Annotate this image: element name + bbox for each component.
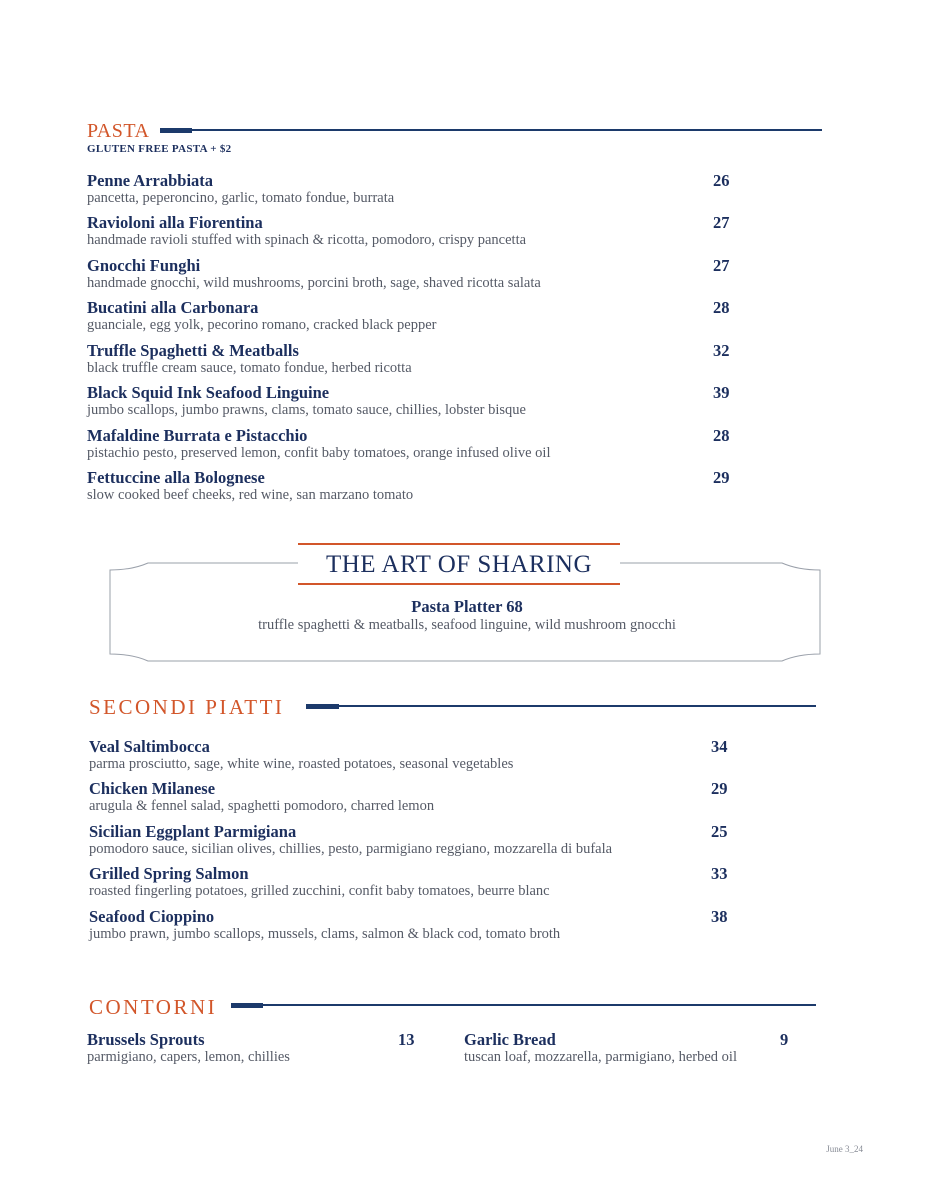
item-name: Ravioloni alla Fiorentina: [87, 213, 263, 232]
contorni-section-title: CONTORNI: [89, 995, 218, 1019]
item-description: arugula & fennel salad, spaghetti pomodoro, charred lemon: [89, 798, 435, 814]
item-price: 13: [398, 1030, 415, 1049]
item-name: Truffle Spaghetti & Meatballs: [87, 341, 299, 360]
item-name: Bucatini alla Carbonara: [87, 298, 259, 317]
item-description: pomodoro sauce, sicilian olives, chillies, pesto, parmigiano reggiano, mozzarella di bufala: [89, 841, 613, 857]
menu-item: [89, 864, 550, 900]
item-price: 25: [711, 822, 728, 841]
sharing-section-title: THE ART OF SHARING: [298, 543, 620, 585]
item-description: black truffle cream sauce, tomato fondue, herbed ricotta: [87, 360, 412, 376]
item-name: Fettuccine alla Bolognese: [87, 468, 265, 487]
footer-date: June 3_24: [826, 1144, 863, 1154]
menu-item: [87, 468, 413, 504]
menu-item: [87, 171, 394, 207]
item-price: 28: [713, 298, 730, 317]
item-price: 33: [711, 864, 728, 883]
menu-item: [87, 341, 412, 377]
item-description: handmade ravioli stuffed with spinach & ricotta, pomodoro, crispy pancetta: [87, 232, 527, 248]
item-price: 32: [713, 341, 730, 360]
menu-item: [87, 298, 436, 334]
menu-item: [89, 779, 434, 815]
pasta-rule: [192, 129, 822, 131]
menu-item: [89, 907, 560, 943]
item-description: parmigiano, capers, lemon, chillies: [87, 1049, 290, 1065]
item-name: Black Squid Ink Seafood Linguine: [87, 383, 330, 402]
menu-item: [87, 1030, 290, 1066]
sharing-item-description: truffle spaghetti & meatballs, seafood linguine, wild mushroom gnocchi: [258, 617, 676, 633]
item-price: 27: [713, 213, 730, 232]
item-name: Brussels Sprouts: [87, 1030, 205, 1049]
item-price: 28: [713, 426, 730, 445]
item-name: Seafood Cioppino: [89, 907, 215, 926]
contorni-rule: [263, 1004, 816, 1006]
menu-item: [89, 822, 612, 858]
item-description: pistachio pesto, preserved lemon, confit baby tomatoes, orange infused olive oil: [87, 445, 551, 461]
item-description: slow cooked beef cheeks, red wine, san marzano tomato: [87, 487, 414, 503]
gluten-free-note: GLUTEN FREE PASTA + $2: [87, 143, 232, 155]
item-name: Chicken Milanese: [89, 779, 216, 798]
item-name: Garlic Bread: [464, 1030, 556, 1049]
item-description: pancetta, peperoncino, garlic, tomato fondue, burrata: [87, 190, 395, 206]
item-name: Mafaldine Burrata e Pistacchio: [87, 426, 308, 445]
item-price: 29: [713, 468, 730, 487]
item-name: Gnocchi Funghi: [87, 256, 201, 275]
pasta-rule-accent: [160, 128, 192, 133]
item-description: roasted fingerling potatoes, grilled zucchini, confit baby tomatoes, beurre blanc: [89, 883, 550, 899]
menu-item: [89, 737, 513, 773]
secondi-section-title: SECONDI PIATTI: [89, 695, 285, 719]
item-name: Penne Arrabbiata: [87, 171, 214, 190]
item-description: tuscan loaf, mozzarella, parmigiano, herbed oil: [464, 1049, 737, 1065]
secondi-rule: [339, 705, 816, 707]
secondi-rule-accent: [306, 704, 339, 709]
item-name: Grilled Spring Salmon: [89, 864, 249, 883]
item-description: guanciale, egg yolk, pecorino romano, cracked black pepper: [87, 317, 437, 333]
contorni-rule-accent: [231, 1003, 263, 1008]
item-price: 29: [711, 779, 728, 798]
pasta-section-title: PASTA: [87, 120, 150, 142]
item-price: 34: [711, 737, 728, 756]
item-name: Sicilian Eggplant Parmigiana: [89, 822, 297, 841]
item-name: Veal Saltimbocca: [89, 737, 210, 756]
item-price: 26: [713, 171, 730, 190]
menu-item: [87, 213, 526, 249]
item-price: 38: [711, 907, 728, 926]
sharing-item-name: Pasta Platter 68: [411, 597, 523, 616]
item-description: handmade gnocchi, wild mushrooms, porcini broth, sage, shaved ricotta salata: [87, 275, 541, 291]
item-price: 9: [780, 1030, 789, 1049]
menu-item: [464, 1030, 737, 1066]
menu-item: [87, 426, 550, 462]
item-description: jumbo prawn, jumbo scallops, mussels, clams, salmon & black cod, tomato broth: [89, 926, 561, 942]
menu-item: [87, 383, 526, 419]
item-description: parma prosciutto, sage, white wine, roasted potatoes, seasonal vegetables: [89, 756, 514, 772]
menu-item: [87, 256, 541, 292]
item-price: 27: [713, 256, 730, 275]
item-description: jumbo scallops, jumbo prawns, clams, tomato sauce, chillies, lobster bisque: [87, 402, 526, 418]
item-price: 39: [713, 383, 730, 402]
